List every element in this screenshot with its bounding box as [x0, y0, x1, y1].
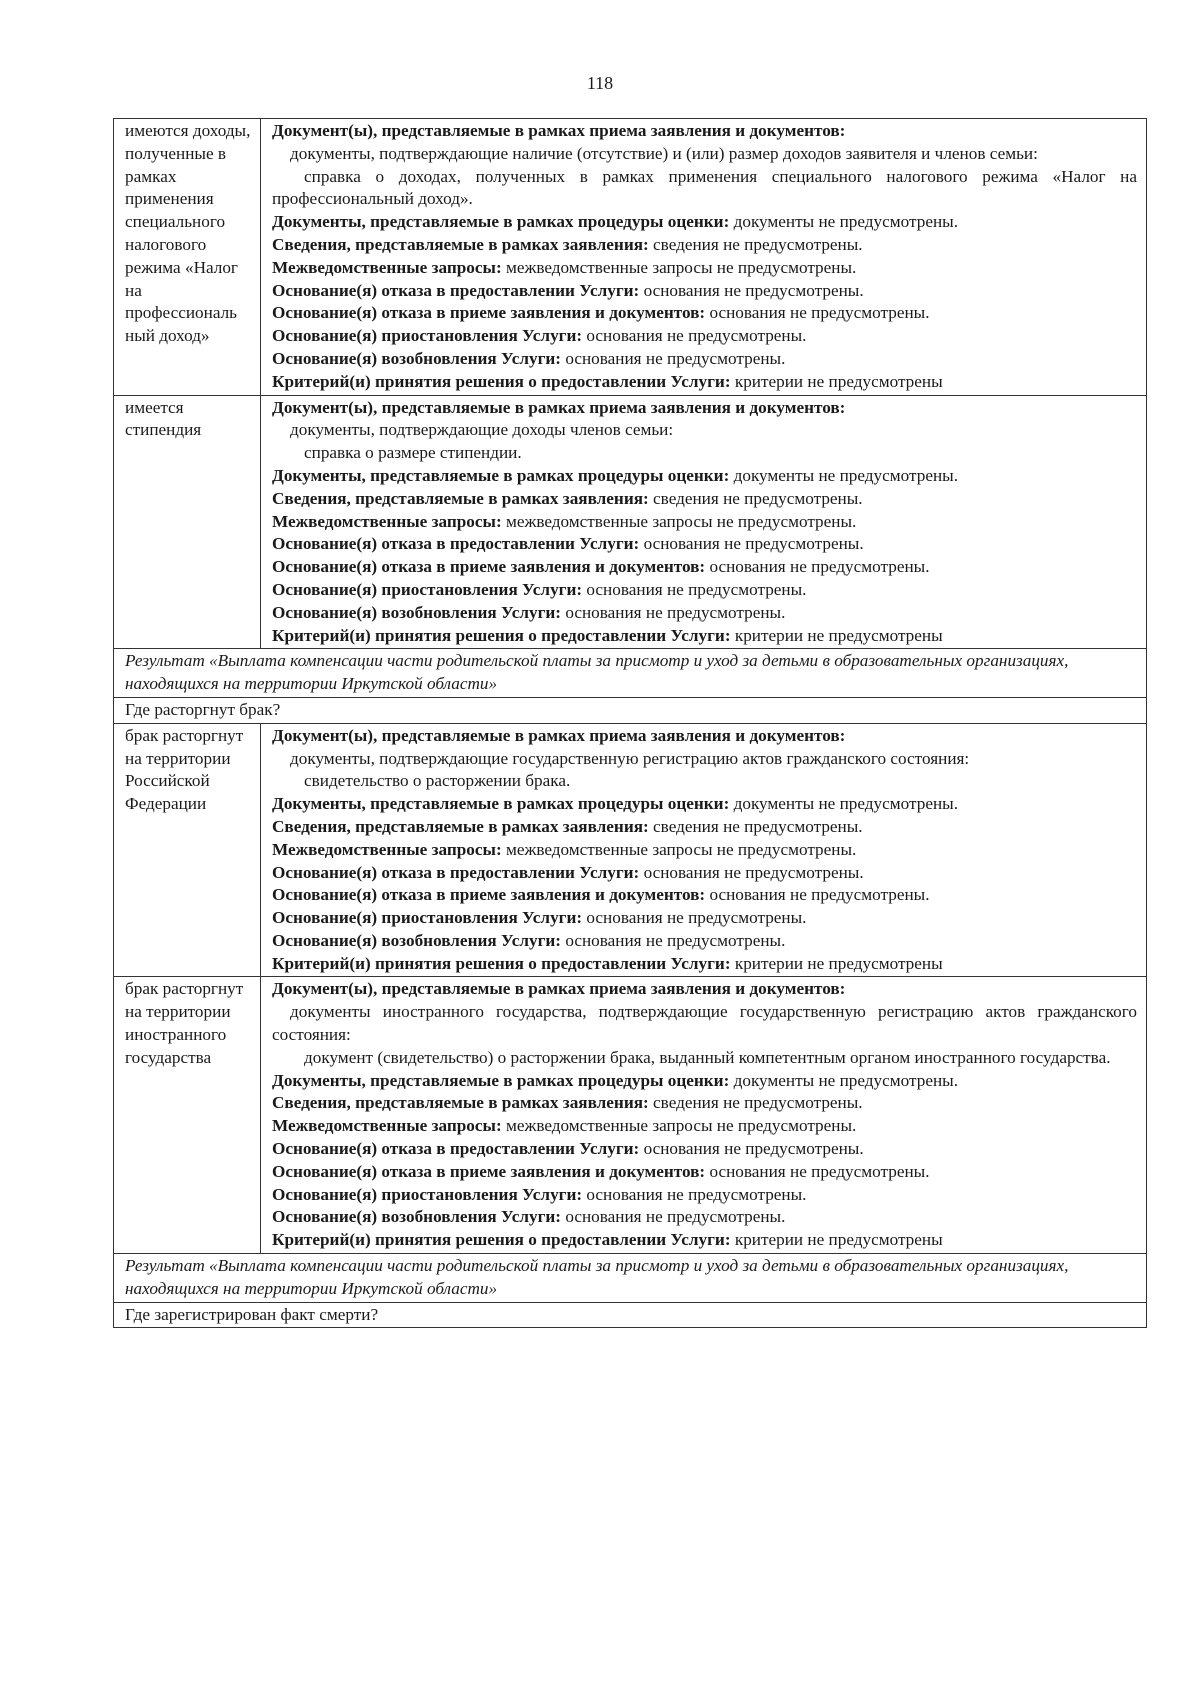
- list-item: Основание(я) отказа в предоставлении Услуги: основания не предусмотрены.: [272, 534, 864, 554]
- table-row: [114, 1254, 1147, 1303]
- requirements-cell: [261, 723, 1147, 977]
- result-note: Результат «Выплата компенсации части родительской платы за присмотр и уход за детьми в образовательных организациях, находящихся на территории Иркутской области»: [114, 649, 1147, 698]
- list-item: Основание(я) приостановления Услуги: основания не предусмотрены.: [272, 579, 807, 599]
- list-item: Межведомственные запросы: межведомственные запросы не предусмотрены.: [272, 257, 857, 277]
- docs-label: Документ(ы), представляемые в рамках приема заявления и документов:: [272, 121, 846, 140]
- docs-item: документ (свидетельство) о расторжении брака, выданный компетентным органом иностранного государства.: [304, 1047, 1111, 1067]
- table-row: [114, 119, 1147, 396]
- list-item: Основание(я) возобновления Услуги: основания не предусмотрены.: [272, 930, 786, 950]
- docs-item: справка о размере стипендии.: [304, 443, 522, 463]
- list-item: Документы, представляемые в рамках процедуры оценки: документы не предусмотрены.: [272, 212, 958, 232]
- requirements-cell: [261, 395, 1147, 649]
- docs-item: справка о доходах, полученных в рамках применения специального налогового режима «Налог на профессиональный доход».: [272, 166, 1137, 209]
- page-number: 118: [586, 73, 614, 93]
- service-table: [113, 118, 1147, 1328]
- list-item: Основание(я) отказа в предоставлении Услуги: основания не предусмотрены.: [272, 1139, 864, 1159]
- list-item: Основание(я) отказа в предоставлении Услуги: основания не предусмотрены.: [272, 862, 864, 882]
- list-item: Сведения, представляемые в рамках заявления: сведения не предусмотрены.: [272, 488, 863, 508]
- condition-cell: имеются доходы, полученные в рамках применения специального налогового режима «Налог на профессиональ ный доход»: [114, 119, 261, 396]
- docs-label: Документ(ы), представляемые в рамках приема заявления и документов:: [272, 397, 846, 417]
- list-item: Критерий(и) принятия решения о предоставлении Услуги: критерии не предусмотрены: [272, 1230, 943, 1250]
- list-item: Документы, представляемые в рамках процедуры оценки: документы не предусмотрены.: [272, 1070, 958, 1090]
- list-item: Межведомственные запросы: межведомственные запросы не предусмотрены.: [272, 839, 857, 859]
- docs-group: документы, подтверждающие наличие (отсутствие) и (или) размер доходов заявителя и членов семьи:: [290, 143, 1038, 163]
- list-item: Основание(я) возобновления Услуги: основания не предусмотрены.: [272, 348, 786, 368]
- condition-cell: брак расторгнут на территории Российской Федерации: [114, 723, 261, 977]
- docs-group: документы, подтверждающие государственную регистрацию актов гражданского состояния:: [290, 748, 970, 768]
- list-item: Основание(я) отказа в приеме заявления и документов: основания не предусмотрены.: [272, 885, 930, 905]
- list-item: Основание(я) приостановления Услуги: основания не предусмотрены.: [272, 326, 807, 346]
- condition-cell: имеется стипендия: [114, 395, 261, 649]
- list-item: Сведения, представляемые в рамках заявления: сведения не предусмотрены.: [272, 1093, 863, 1113]
- list-item: Критерий(и) принятия решения о предоставлении Услуги: критерии не предусмотрены: [272, 953, 943, 973]
- list-item: Документы, представляемые в рамках процедуры оценки: документы не предусмотрены.: [272, 465, 958, 485]
- result-note: Результат «Выплата компенсации части родительской платы за присмотр и уход за детьми в образовательных организациях, находящихся на территории Иркутской области»: [114, 1254, 1147, 1303]
- list-item: Основание(я) отказа в приеме заявления и документов: основания не предусмотрены.: [272, 1161, 930, 1181]
- list-item: Критерий(и) принятия решения о предоставлении Услуги: критерии не предусмотрены: [272, 371, 943, 391]
- table-row: [114, 697, 1147, 723]
- list-item: Сведения, представляемые в рамках заявления: сведения не предусмотрены.: [272, 816, 863, 836]
- list-item: Основание(я) приостановления Услуги: основания не предусмотрены.: [272, 1184, 807, 1204]
- list-item: Основание(я) отказа в приеме заявления и документов: основания не предусмотрены.: [272, 557, 930, 577]
- list-item: Основание(я) отказа в приеме заявления и документов: основания не предусмотрены.: [272, 303, 930, 323]
- table-row: [114, 1302, 1147, 1328]
- list-item: Межведомственные запросы: межведомственные запросы не предусмотрены.: [272, 1116, 857, 1136]
- question-heading: Где зарегистрирован факт смерти?: [114, 1302, 1147, 1328]
- list-item: Межведомственные запросы: межведомственные запросы не предусмотрены.: [272, 511, 857, 531]
- requirements-cell: [261, 977, 1147, 1254]
- docs-group: документы, подтверждающие доходы членов семьи:: [290, 420, 674, 440]
- table-row: [114, 395, 1147, 649]
- list-item: Основание(я) приостановления Услуги: основания не предусмотрены.: [272, 908, 807, 928]
- table-row: [114, 977, 1147, 1254]
- list-item: Основание(я) возобновления Услуги: основания не предусмотрены.: [272, 1207, 786, 1227]
- list-item: Сведения, представляемые в рамках заявления: сведения не предусмотрены.: [272, 234, 863, 254]
- docs-label: Документ(ы), представляемые в рамках приема заявления и документов:: [272, 979, 846, 999]
- list-item: Критерий(и) принятия решения о предоставлении Услуги: критерии не предусмотрены: [272, 625, 943, 645]
- list-item: Основание(я) возобновления Услуги: основания не предусмотрены.: [272, 602, 786, 622]
- condition-cell: брак расторгнут на территории иностранного государства: [114, 977, 261, 1254]
- docs-item: свидетельство о расторжении брака.: [304, 771, 571, 791]
- table-row: [114, 649, 1147, 698]
- docs-label: Документ(ы), представляемые в рамках приема заявления и документов:: [272, 725, 846, 745]
- list-item: Документы, представляемые в рамках процедуры оценки: документы не предусмотрены.: [272, 794, 958, 814]
- list-item: Основание(я) отказа в предоставлении Услуги: основания не предусмотрены.: [272, 280, 864, 300]
- table-row: [114, 723, 1147, 977]
- requirements-cell: [261, 119, 1147, 396]
- docs-group: документы иностранного государства, подтверждающие государственную регистрацию актов гражданского состояния:: [272, 1002, 1137, 1045]
- question-heading: Где расторгнут брак?: [114, 697, 1147, 723]
